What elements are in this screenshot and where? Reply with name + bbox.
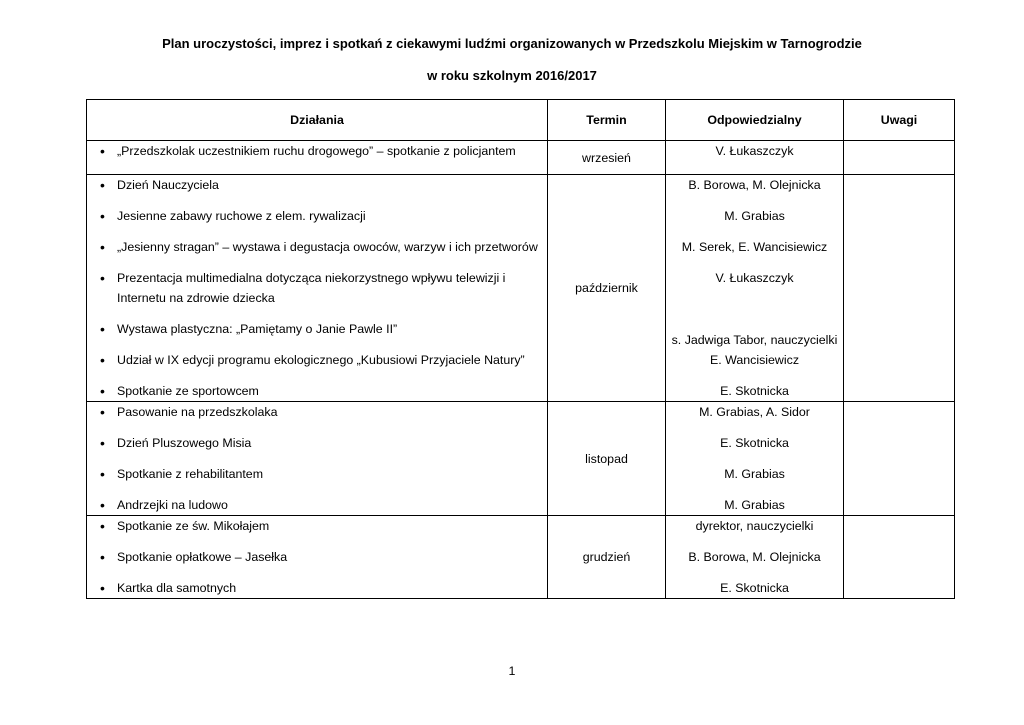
activities-cell	[87, 402, 548, 516]
responsible-cell	[666, 141, 844, 175]
responsible-item: E. Wancisiewicz	[709, 353, 800, 367]
activity-item: • „Przedszkolak uczestnikiem ruchu drogowego” – spotkanie z policjantem	[87, 141, 547, 161]
activity-item: • Spotkanie ze św. Mikołajem	[87, 516, 547, 536]
activity-item: • Spotkanie opłatkowe – Jasełka	[87, 547, 547, 567]
table-row	[87, 141, 955, 175]
header-term: Termin	[548, 100, 666, 141]
header-responsible: Odpowiedzialny	[666, 100, 844, 141]
header-notes: Uwagi	[844, 100, 955, 141]
events-plan-table	[86, 99, 955, 599]
responsible-item: dyrektor, nauczycielki	[695, 519, 814, 533]
table-row	[87, 175, 955, 402]
activities-cell	[87, 516, 548, 599]
table-row	[87, 402, 955, 516]
responsible-item: E. Skotnicka	[720, 581, 789, 595]
term-cell: wrzesień	[548, 141, 666, 175]
page-number: 1	[508, 664, 516, 678]
responsible-item: M. Serek, E. Wancisiewicz	[681, 240, 828, 254]
document-subtitle: w roku szkolnym 2016/2017	[427, 68, 597, 83]
document-title: Plan uroczystości, imprez i spotkań z ciekawymi ludźmi organizowanych w Przedszkolu Miejskim w Tarnogrodzie	[162, 36, 862, 51]
term-cell: listopad	[548, 402, 666, 516]
activity-item: • Dzień Nauczyciela	[87, 175, 547, 195]
header-activities: Działania	[87, 100, 548, 141]
activity-item: • „Jesienny stragan” – wystawa i degustacja owoców, warzyw i ich przetworów	[87, 237, 547, 257]
responsible-item: E. Skotnicka	[720, 436, 789, 450]
table-row	[87, 516, 955, 599]
term-cell: październik	[548, 175, 666, 402]
notes-cell	[844, 141, 955, 175]
activity-item: • Jesienne zabawy ruchowe z elem. rywalizacji	[87, 206, 547, 226]
responsible-item: M. Grabias	[724, 467, 785, 481]
activity-item: • Prezentacja multimedialna dotycząca niekorzystnego wpływu telewizji i Internetu na zdrowie dziecka	[87, 268, 547, 308]
activities-cell	[87, 175, 548, 402]
responsible-item: M. Grabias, A. Sidor	[699, 405, 810, 419]
activity-item: • Pasowanie na przedszkolaka	[87, 402, 547, 422]
responsible-item: M. Grabias	[724, 498, 785, 512]
responsible-cell	[666, 175, 844, 402]
activity-item: • Spotkanie z rehabilitantem	[87, 464, 547, 484]
activity-item: • Spotkanie ze sportowcem	[87, 381, 547, 401]
activity-item: • Andrzejki na ludowo	[87, 495, 547, 515]
activity-item: • Udział w IX edycji programu ekologicznego „Kubusiowi Przyjaciele Natury”	[87, 350, 547, 370]
notes-cell	[844, 516, 955, 599]
responsible-item: M. Grabias	[724, 209, 785, 223]
responsible-item: B. Borowa, M. Olejnicka	[688, 178, 821, 192]
responsible-item: B. Borowa, M. Olejnicka	[688, 550, 821, 564]
responsible-item: s. Jadwiga Tabor, nauczycielki	[671, 333, 838, 347]
notes-cell	[844, 402, 955, 516]
responsible-item: V. Łukaszczyk	[715, 144, 794, 158]
responsible-item: V. Łukaszczyk	[715, 271, 794, 285]
responsible-cell	[666, 516, 844, 599]
activities-cell	[87, 141, 548, 175]
responsible-cell	[666, 402, 844, 516]
activity-item: • Dzień Pluszowego Misia	[87, 433, 547, 453]
activity-item: • Wystawa plastyczna: „Pamiętamy o Janie Pawle II”	[87, 319, 547, 339]
term-cell: grudzień	[548, 516, 666, 599]
responsible-item: E. Skotnicka	[720, 384, 789, 398]
table-header-row	[87, 100, 955, 141]
notes-cell	[844, 175, 955, 402]
activity-item: • Kartka dla samotnych	[87, 578, 547, 598]
